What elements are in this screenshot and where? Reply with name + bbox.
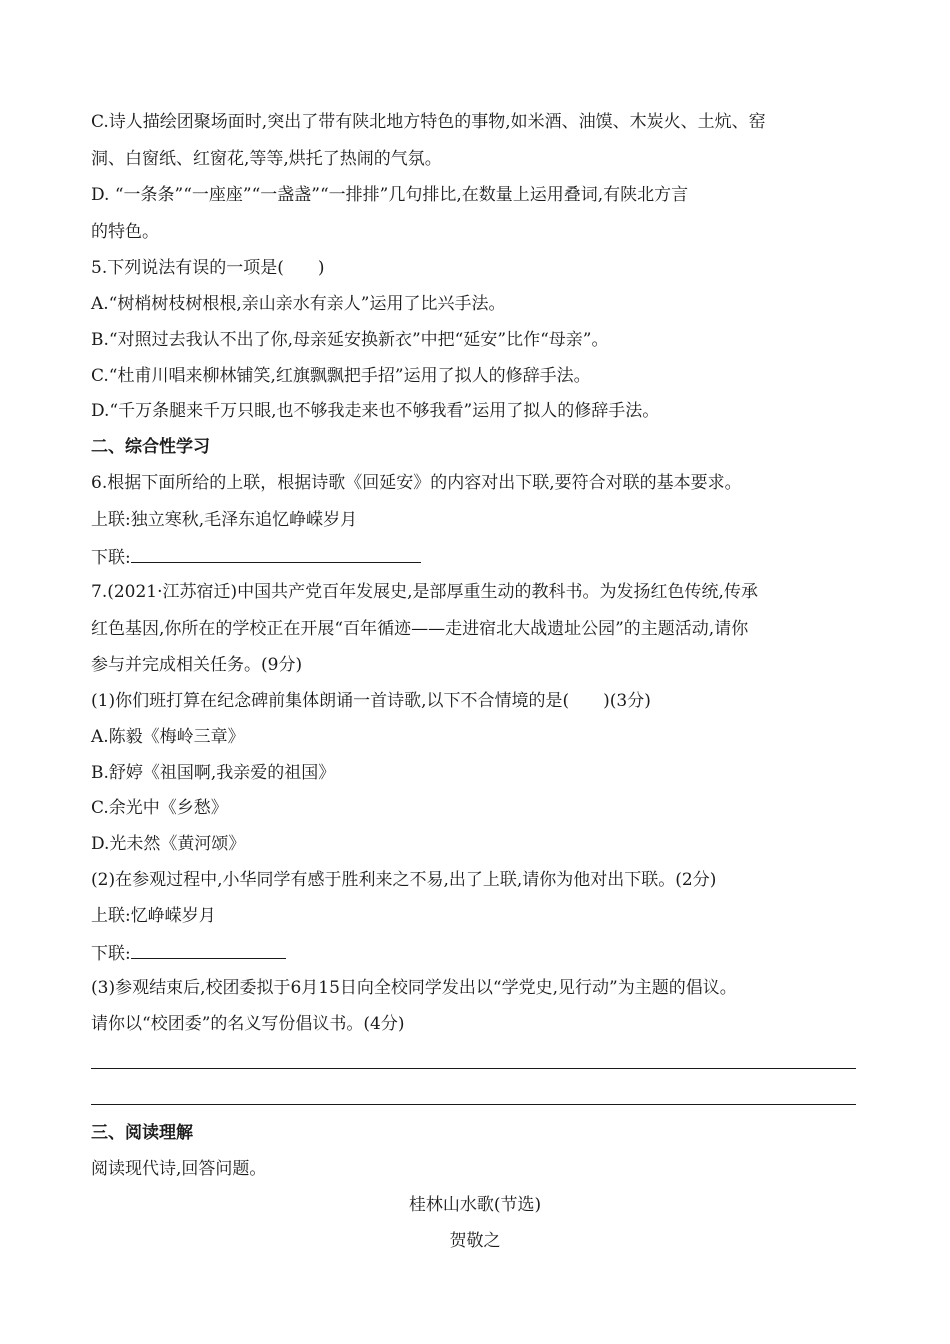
q7-part1-option-a: A.陈毅《梅岭三章》 — [91, 727, 245, 747]
poem-author: 贺敬之 — [449, 1231, 501, 1251]
q4-option-c-line2: 洞、白窗纸、红窗花,等等,烘托了热闹的气氛。 — [91, 149, 442, 169]
q5-stem: 5.下列说法有误的一项是( ) — [91, 258, 325, 278]
answer-line-1[interactable] — [91, 1068, 856, 1069]
q7-part3-line1: (3)参观结束后,校团委拟于6月15日向全校同学发出以“学党史,见行动”为主题的倡议。 — [91, 978, 737, 998]
q4-option-d-line1: D. “一条条”“一座座”“一盏盏”“一排排”几句排比,在数量上运用叠词,有陕北方言 — [91, 185, 689, 205]
q7-part1-option-c: C.余光中《乡愁》 — [91, 798, 228, 818]
q7-part1-option-b: B.舒婷《祖国啊,我亲爱的祖国》 — [91, 763, 336, 783]
reading-instruction: 阅读现代诗,回答问题。 — [91, 1159, 267, 1179]
q6-stem: 6.根据下面所给的上联，根据诗歌《回延安》的内容对出下联,要符合对联的基本要求。 — [91, 473, 742, 493]
section-heading-3: 三、阅读理解 — [91, 1123, 193, 1143]
q7-part2-stem: (2)在参观过程中,小华同学有感于胜利来之不易,出了上联,请你为他对出下联。(2分) — [91, 870, 717, 890]
q6-lower-couplet — [91, 544, 421, 570]
q7-intro-line1: 7.(2021·江苏宿迁)中国共产党百年发展史,是部厚重生动的教科书。为发扬红色传统,传承 — [91, 582, 758, 602]
q7-part2-lower-couplet — [91, 940, 286, 966]
q6-lower-label: 下联: — [91, 548, 131, 568]
q6-answer-blank[interactable] — [131, 544, 421, 563]
q7-part3-line2: 请你以“校团委”的名义写份倡议书。(4分) — [91, 1014, 405, 1034]
q4-option-d-line2: 的特色。 — [91, 222, 159, 242]
q5-option-b: B.“对照过去我认不出了你,母亲延安换新衣”中把“延安”比作“母亲”。 — [91, 330, 609, 350]
q7-intro-line2: 红色基因,你所在的学校正在开展“百年循迹——走进宿北大战遗址公园”的主题活动,请你 — [91, 619, 749, 639]
section-heading-2: 二、综合性学习 — [91, 437, 210, 457]
q5-option-d: D.“千万条腿来千万只眼,也不够我走来也不够我看”运用了拟人的修辞手法。 — [91, 401, 660, 421]
q7-part1-option-d: D.光未然《黄河颂》 — [91, 834, 246, 854]
q5-option-c: C.“杜甫川唱来柳林铺笑,红旗飘飘把手招”运用了拟人的修辞手法。 — [91, 366, 591, 386]
q6-upper-couplet: 上联:独立寒秋,毛泽东追忆峥嵘岁月 — [91, 510, 358, 530]
q7-part2-upper-couplet: 上联:忆峥嵘岁月 — [91, 906, 216, 926]
q7-part2-lower-label: 下联: — [91, 944, 131, 964]
q4-option-c-line1: C.诗人描绘团聚场面时,突出了带有陕北地方特色的事物,如米酒、油馍、木炭火、土炕、窑 — [91, 112, 766, 132]
q5-option-a: A.“树梢树枝树根根,亲山亲水有亲人”运用了比兴手法。 — [91, 294, 506, 314]
q7-part2-answer-blank[interactable] — [131, 940, 286, 959]
answer-line-2[interactable] — [91, 1104, 856, 1105]
poem-title: 桂林山水歌(节选) — [408, 1195, 542, 1215]
q7-part1-stem: (1)你们班打算在纪念碑前集体朗诵一首诗歌,以下不合情境的是( )(3分) — [91, 691, 651, 711]
q7-intro-line3: 参与并完成相关任务。(9分) — [91, 655, 303, 675]
